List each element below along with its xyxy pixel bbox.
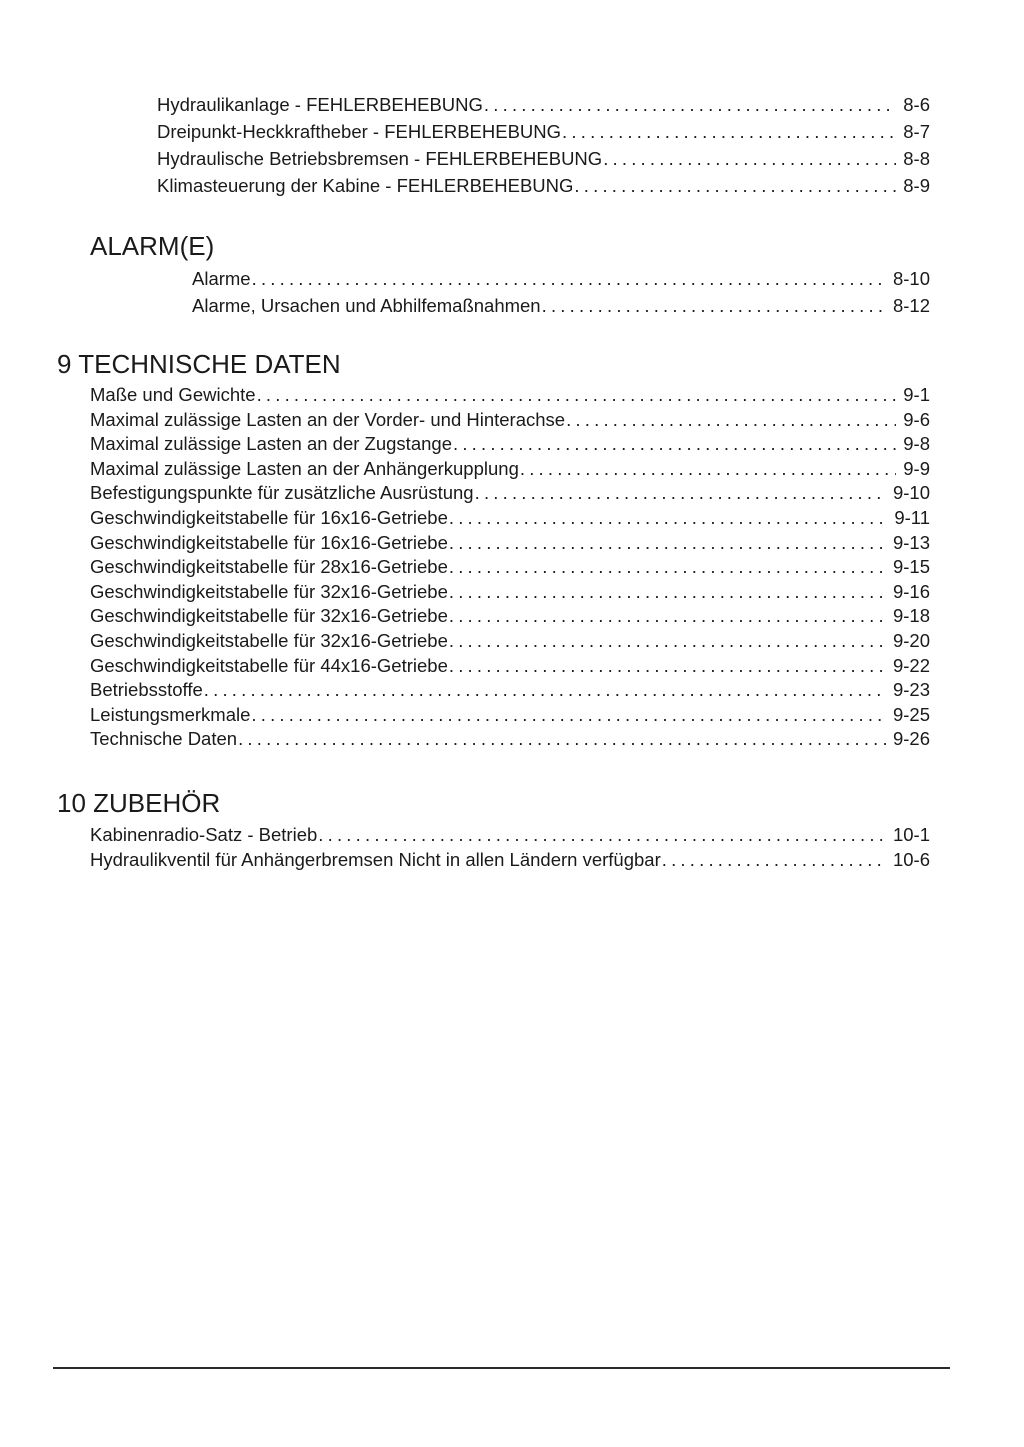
footer-rule	[53, 1367, 950, 1369]
toc-entry-title: Geschwindigkeitstabelle für 44x16-Getriebe	[90, 654, 448, 676]
toc-entry-title: Geschwindigkeitstabelle für 32x16-Getriebe	[90, 629, 448, 651]
toc-entry[interactable]	[90, 383, 930, 408]
toc-entry-title: Hydraulikventil für Anhängerbremsen Nicht in allen Ländern verfügbar	[90, 849, 661, 871]
dot-leader	[449, 531, 886, 556]
toc-entry-title: Geschwindigkeitstabelle für 28x16-Getriebe	[90, 556, 448, 578]
dot-leader	[520, 457, 896, 482]
toc-entry[interactable]	[90, 629, 930, 654]
dot-leader	[318, 822, 886, 848]
toc-entry[interactable]	[90, 580, 930, 605]
toc-entry-page: 9-16	[892, 580, 930, 602]
toc-entry-title: Geschwindigkeitstabelle für 32x16-Getriebe	[90, 605, 448, 627]
toc-entry-title: Alarme	[192, 268, 251, 289]
dot-leader	[566, 408, 896, 433]
dot-leader	[603, 145, 896, 172]
toc-entry[interactable]	[90, 703, 930, 728]
dot-leader	[252, 265, 886, 292]
dot-leader	[449, 580, 886, 605]
toc-entry-page: 9-8	[903, 433, 930, 455]
toc-entry-title: Hydraulische Betriebsbremsen - FEHLERBEHEBUNG	[157, 148, 603, 169]
toc-group-technische-daten	[90, 383, 930, 752]
dot-leader	[251, 703, 886, 728]
toc-entry[interactable]	[90, 481, 930, 506]
dot-leader	[449, 604, 886, 629]
toc-entry-title: Geschwindigkeitstabelle für 16x16-Getriebe	[90, 531, 448, 553]
toc-entry-title: Maße und Gewichte	[90, 384, 256, 405]
toc-entry-title: Befestigungspunkte für zusätzliche Ausrüstung	[90, 482, 474, 504]
toc-entry[interactable]	[90, 847, 930, 873]
toc-entry-title: Technische Daten	[90, 728, 238, 750]
toc-entry-title: Kabinenradio-Satz - Betrieb	[90, 823, 318, 845]
toc-entry-page: 9-10	[892, 482, 930, 504]
dot-leader	[574, 172, 896, 199]
toc-entry[interactable]	[90, 432, 930, 457]
toc-group-alarme	[192, 265, 930, 319]
section-heading-technische-daten: 9 TECHNISCHE DATEN	[57, 349, 341, 379]
toc-entry-page: 9-15	[892, 556, 930, 578]
toc-entry-page: 9-1	[903, 384, 930, 405]
toc-entry-title: Leistungsmerkmale	[90, 703, 251, 725]
dot-leader	[449, 506, 887, 531]
dot-leader	[662, 847, 886, 873]
toc-entry[interactable]	[90, 604, 930, 629]
dot-leader	[542, 292, 886, 319]
toc-entry-title: Alarme, Ursachen und Abhilfemaßnahmen	[192, 295, 541, 316]
section-heading-alarme: ALARM(E)	[90, 231, 215, 261]
section-heading-zubehoer: 10 ZUBEHÖR	[57, 787, 221, 818]
toc-entry-page: 9-13	[892, 531, 930, 553]
toc-entry[interactable]	[157, 145, 930, 172]
toc-entry[interactable]	[157, 172, 930, 199]
toc-entry[interactable]	[90, 654, 930, 679]
dot-leader	[204, 678, 886, 703]
dot-leader	[449, 629, 886, 654]
toc-entry-page: 9-18	[892, 605, 930, 627]
toc-entry[interactable]	[157, 118, 930, 145]
toc-entry-title: Geschwindigkeitstabelle für 32x16-Getriebe	[90, 580, 448, 602]
toc-entry-page: 8-6	[903, 94, 930, 115]
toc-entry-title: Maximal zulässige Lasten an der Zugstange	[90, 433, 452, 455]
toc-entry-page: 8-8	[903, 148, 930, 169]
toc-entry-page: 9-6	[903, 408, 930, 430]
toc-entry-title: Maximal zulässige Lasten an der Anhängerkupplung	[90, 457, 519, 479]
dot-leader	[449, 555, 886, 580]
toc-entry-page: 9-22	[892, 654, 930, 676]
toc-entry-page: 9-23	[892, 679, 930, 701]
toc-entry-page: 9-20	[892, 629, 930, 651]
toc-entry-page: 9-9	[903, 457, 930, 479]
toc-entry[interactable]	[90, 531, 930, 556]
dot-leader	[475, 481, 886, 506]
toc-entry[interactable]	[90, 727, 930, 752]
toc-entry-page: 8-10	[892, 268, 930, 289]
dot-leader	[257, 383, 897, 408]
toc-entry-title: Betriebsstoffe	[90, 679, 203, 701]
toc-entry-page: 9-25	[892, 703, 930, 725]
dot-leader	[449, 654, 886, 679]
toc-group-zubehoer	[90, 822, 930, 873]
toc-entry[interactable]	[192, 292, 930, 319]
toc-content	[0, 91, 1024, 873]
toc-entry[interactable]	[90, 678, 930, 703]
toc-entry[interactable]	[90, 457, 930, 482]
toc-entry-title: Dreipunkt-Heckkraftheber - FEHLERBEHEBUNG	[157, 121, 562, 142]
toc-entry-page: 9-26	[892, 728, 930, 750]
toc-entry[interactable]	[90, 822, 930, 848]
toc-entry-page: 8-7	[903, 121, 930, 142]
dot-leader	[562, 118, 896, 145]
toc-entry-title: Maximal zulässige Lasten an der Vorder- und Hinterachse	[90, 408, 566, 430]
dot-leader	[453, 432, 896, 457]
toc-entry-title: Hydraulikanlage - FEHLERBEHEBUNG	[157, 94, 483, 115]
toc-entry-page: 10-6	[892, 849, 930, 871]
toc-entry-title: Klimasteuerung der Kabine - FEHLERBEHEBUNG	[157, 175, 574, 196]
toc-entry-page: 10-1	[892, 823, 930, 845]
toc-entry-page: 9-11	[894, 506, 930, 528]
dot-leader	[238, 727, 886, 752]
toc-group-chapter8-sub	[157, 91, 930, 199]
toc-entry-page: 8-12	[892, 295, 930, 316]
toc-entry[interactable]	[192, 265, 930, 292]
toc-entry[interactable]	[90, 408, 930, 433]
toc-entry[interactable]	[157, 91, 930, 118]
toc-entry-page: 8-9	[903, 175, 930, 196]
toc-entry[interactable]	[90, 506, 930, 531]
toc-entry-title: Geschwindigkeitstabelle für 16x16-Getriebe	[90, 506, 448, 528]
toc-entry[interactable]	[90, 555, 930, 580]
dot-leader	[484, 91, 896, 118]
